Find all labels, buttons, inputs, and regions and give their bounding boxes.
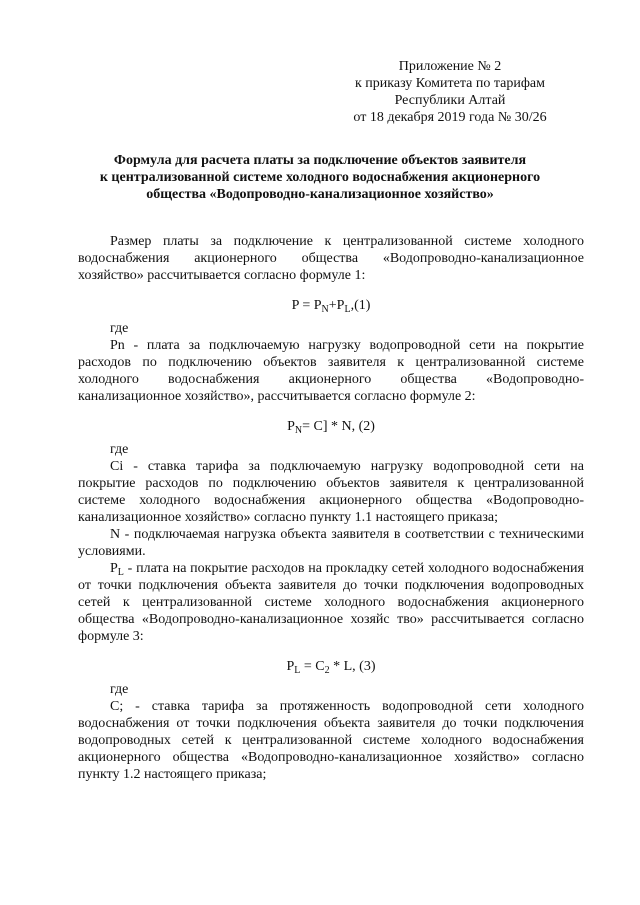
title-line-2: к централизованной системе холодного водоснабжения акционерного (99, 170, 541, 185)
formula-3-sub-2: 2 (324, 665, 330, 676)
pl-subscript: L (117, 567, 124, 578)
appendix-date: от 18 декабря 2019 года № 30/26 (353, 110, 547, 125)
pn-text: - плата за подключаемую нагрузку водопроводной сети на покрытие расходов по подключению объектов заявителя к централизованной системе холодного водоснабжения акционерного общества «Водопроводно-канализационное хозяйство», рассчитывается согласно формуле 2: (78, 338, 584, 404)
pn-symbol: Pn (110, 338, 125, 353)
appendix-number: Приложение № 2 (398, 59, 502, 74)
formula-3-mid: = C (300, 659, 325, 674)
formula-1 (78, 297, 584, 314)
formula-3-sub-l: L (294, 665, 301, 676)
where-label-2: где (110, 442, 129, 457)
formula-1-tail: ,(1) (350, 298, 371, 313)
document-title (60, 152, 580, 203)
title-line-3: общества «Водопроводно-канализационное хозяйство» (146, 187, 494, 202)
pl-symbol: P (110, 561, 118, 576)
appendix-republic: Республики Алтай (394, 93, 506, 108)
formula-3-lhs: P (286, 659, 295, 674)
where-label-3: где (110, 682, 129, 697)
pn-definition (78, 337, 584, 405)
formula-2-lhs: P (287, 419, 295, 434)
formula-1-lhs: P = P (291, 298, 322, 313)
formula-3 (78, 658, 584, 675)
ci-definition: Ci - ставка тарифа за подключаемую нагрузку водопроводной сети на покрытие расходов по подключению объектов заявителя к централизованной системе холодного водоснабжения акционерного общества «Водопроводно-канализационное хозяйство» согласно пункту 1.1 настоящего приказа; (78, 459, 584, 525)
appendix-order-ref: к приказу Комитета по тарифам (354, 76, 546, 91)
formula-1-sub-l: L (344, 304, 351, 315)
c-definition: C; - ставка тарифа за протяженность водопроводной сети холодного водоснабжения от точки подключения объекта заявителя до точки подключения водопроводных сетей к централизованной системе холодного водоснабжения акционерного общества «Водопроводно-канализационное хозяйство» согласно пункту 1.2 настоящего приказа; (78, 699, 584, 782)
formula-2-sub-n: N (294, 425, 303, 436)
formula-3-tail: * L, (3) (329, 659, 376, 674)
formula-2-tail: = C] * N, (2) (302, 419, 375, 434)
intro-paragraph: Размер платы за подключение к централизованной системе холодного водоснабжения акционерного общества «Водопроводно-канализационное хозяйство» рассчитывается согласно формуле 1: (78, 234, 584, 283)
pl-text: - плата на покрытие расходов на прокладку сетей холодного водоснабжения от точки подключения объекта заявителя до точки подключения водопроводных сетей к централизованной системе холодного водоснабжения акционерного общества «Водопроводно-канализационное хозяйс тво» рассчитывается согласно формуле 3: (78, 561, 584, 644)
title-line-1: Формула для расчета платы за подключение объектов заявителя (113, 153, 527, 168)
n-definition: N - подключаемая нагрузка объекта заявителя в соответствии с техническими условиями. (78, 527, 584, 559)
formula-2 (78, 418, 584, 435)
appendix-header (320, 58, 580, 126)
formula-1-mid: +P (328, 298, 345, 313)
pl-definition (78, 560, 584, 645)
document-body (78, 233, 584, 783)
where-label-1: где (110, 321, 129, 336)
formula-1-sub-n: N (321, 304, 329, 315)
